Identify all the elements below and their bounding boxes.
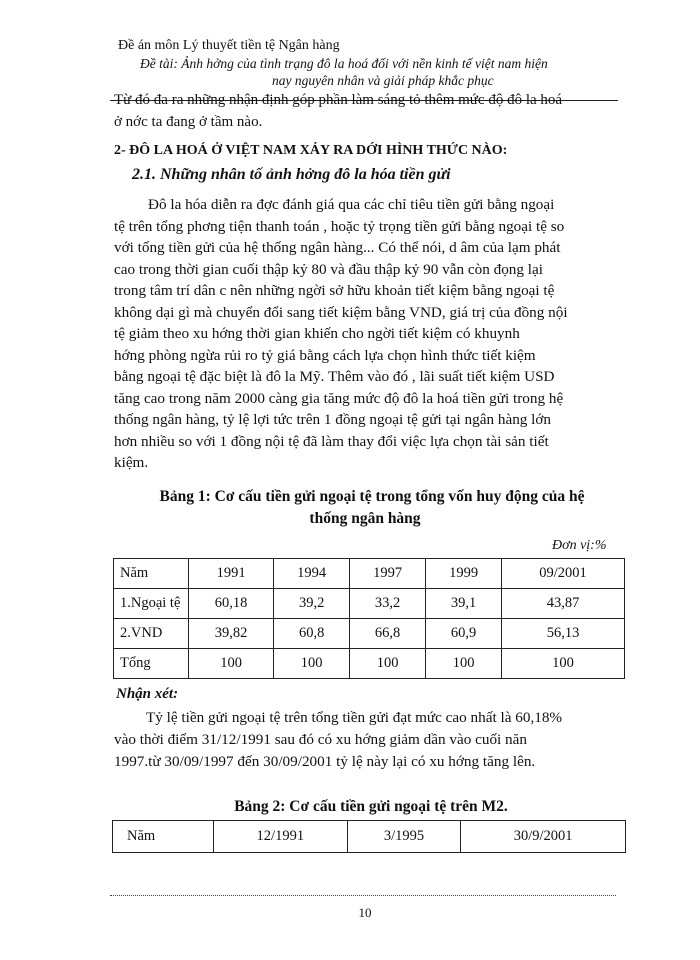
table-header-date: 12/1991 (214, 821, 348, 853)
table-header-year: 1994 (274, 559, 350, 589)
table2-caption: Bảng 2: Cơ cấu tiền gửi ngoại tệ trên M2. (234, 798, 508, 815)
table-row (114, 619, 625, 649)
remark-heading: Nhận xét: (116, 686, 179, 702)
row-label: Tổng (114, 649, 189, 679)
table-header-year: 09/2001 (502, 559, 625, 589)
intro-line-1: Từ đó đa ra những nhận định góp phần làm sáng tỏ thêm mức độ đô la hoá (114, 92, 563, 108)
table1-unit: Đơn vị:% (552, 538, 607, 553)
table-cell: 39,82 (189, 619, 274, 649)
paragraph-line: tăng cao trong năm 2000 càng gia tăng mức độ đô la hoá tiền gửi trong hệ (114, 389, 564, 407)
table-header-label: Năm (113, 821, 214, 853)
document-header-topic: Đề tài: Ảnh hởng của tình trạng đô la hoá đối với nền kinh tế việt nam hiện (140, 56, 548, 71)
table-cell: 60,9 (426, 619, 502, 649)
paragraph-line: không dại gì mà chuyển đổi sang tiết kiệm bằng VND, giá trị của đồng nội (114, 303, 568, 321)
table1-caption-line1: Bảng 1: Cơ cấu tiền gửi ngoại tệ trong tổng vốn huy động của hệ (159, 488, 585, 505)
table-cell: 100 (350, 649, 426, 679)
remark-line: vào thời điểm 31/12/1991 sau đó có xu hớng giảm dần vào cuối năn (114, 731, 527, 748)
table-cell: 100 (189, 649, 274, 679)
table-cell: 43,87 (502, 589, 625, 619)
table-header-year: 1991 (189, 559, 274, 589)
table-header-date: 3/1995 (347, 821, 461, 853)
table-header-year: 1997 (350, 559, 426, 589)
table-cell: 60,18 (189, 589, 274, 619)
table-cell: 60,8 (274, 619, 350, 649)
intro-line-2: ở nớc ta đang ở tầm nào. (114, 114, 263, 130)
paragraph-line: trong tâm trí dân c nên những ngời sở hữu khoản tiết kiệm bằng ngoại tệ (114, 282, 555, 299)
table-header-date: 30/9/2001 (461, 821, 626, 853)
table-row (114, 589, 625, 619)
paragraph-line: hơn nhiều so với 1 đồng nội tệ đã làm thay đổi việc lựa chọn tài sản tiết (114, 432, 549, 450)
page-number: 10 (358, 905, 372, 920)
remark-line: Tỷ lệ tiền gửi ngoại tệ trên tổng tiền gửi đạt mức cao nhất là 60,18% (146, 709, 563, 726)
table-cell: 100 (502, 649, 625, 679)
table-cell: 66,8 (350, 619, 426, 649)
table-cell: 39,2 (274, 589, 350, 619)
paragraph-line: cao trong thời gian cuối thập kỷ 80 và đầu thập kỷ 90 vẫn còn đọng lại (114, 260, 543, 278)
body-paragraph (114, 194, 624, 474)
table-header-row (114, 559, 625, 589)
paragraph-line: tệ giảm theo xu hớng thời gian khiến cho ngời tiết kiệm có khuynh (114, 325, 520, 342)
paragraph-line: hớng phòng ngừa rủi ro tỷ giá bằng cách lựa chọn hình thức tiết kiệm (114, 346, 536, 364)
table-header-year: 1999 (426, 559, 502, 589)
paragraph-line: thống ngân hàng, tỷ lệ lợi tức trên 1 đồng ngoại tệ gửi tại ngân hàng lớn (114, 411, 552, 428)
table-cell: 39,1 (426, 589, 502, 619)
section-heading: 2- ĐÔ LA HOÁ Ở VIỆT NAM XẢY RA DỚI HÌNH THỨC NÀO: (114, 143, 508, 158)
row-label: 2.VND (114, 619, 189, 649)
remark-line: 1997.từ 30/09/1997 đến 30/09/2001 tỷ lệ này lại có xu hớng tăng lên. (114, 753, 536, 770)
table-cell: 56,13 (502, 619, 625, 649)
table-row (114, 649, 625, 679)
row-label: 1.Ngoại tệ (114, 589, 189, 619)
table-header-row (113, 821, 626, 853)
paragraph-line: bằng ngoại tệ đặc biệt là đô la Mỹ. Thêm vào đó , lãi suất tiết kiệm USD (114, 368, 555, 385)
paragraph-line: Đô la hóa diễn ra đợc đánh giá qua các chỉ tiêu tiền gửi bằng ngoại (148, 196, 555, 213)
table-cell: 100 (274, 649, 350, 679)
footer-rule (110, 895, 616, 896)
paragraph-line: với tổng tiền gửi của hệ thống ngân hàng... Có thể nói, d âm của lạm phát (114, 239, 561, 256)
document-header-topic-cont: nay nguyên nhân và giải pháp khắc phục (272, 73, 494, 88)
paragraph-line: tệ trên tổng phơng tiện thanh toán , hoặc tỷ trọng tiền gửi bằng ngoại tệ so (114, 217, 565, 235)
paragraph-line: kiệm. (114, 454, 149, 471)
table-cell: 100 (426, 649, 502, 679)
table1-caption-line2: thống ngân hàng (309, 510, 421, 527)
subsection-heading: 2.1. Những nhân tố ảnh hởng đô la hóa tiền gửi (132, 166, 451, 183)
table-cell: 33,2 (350, 589, 426, 619)
remark-paragraph (114, 707, 634, 773)
deposit-m2-table (112, 820, 626, 853)
deposit-structure-table (113, 558, 625, 679)
document-header-course: Đề án môn Lý thuyết tiền tệ Ngân hàng (118, 38, 340, 53)
table-header-label: Năm (114, 559, 189, 589)
